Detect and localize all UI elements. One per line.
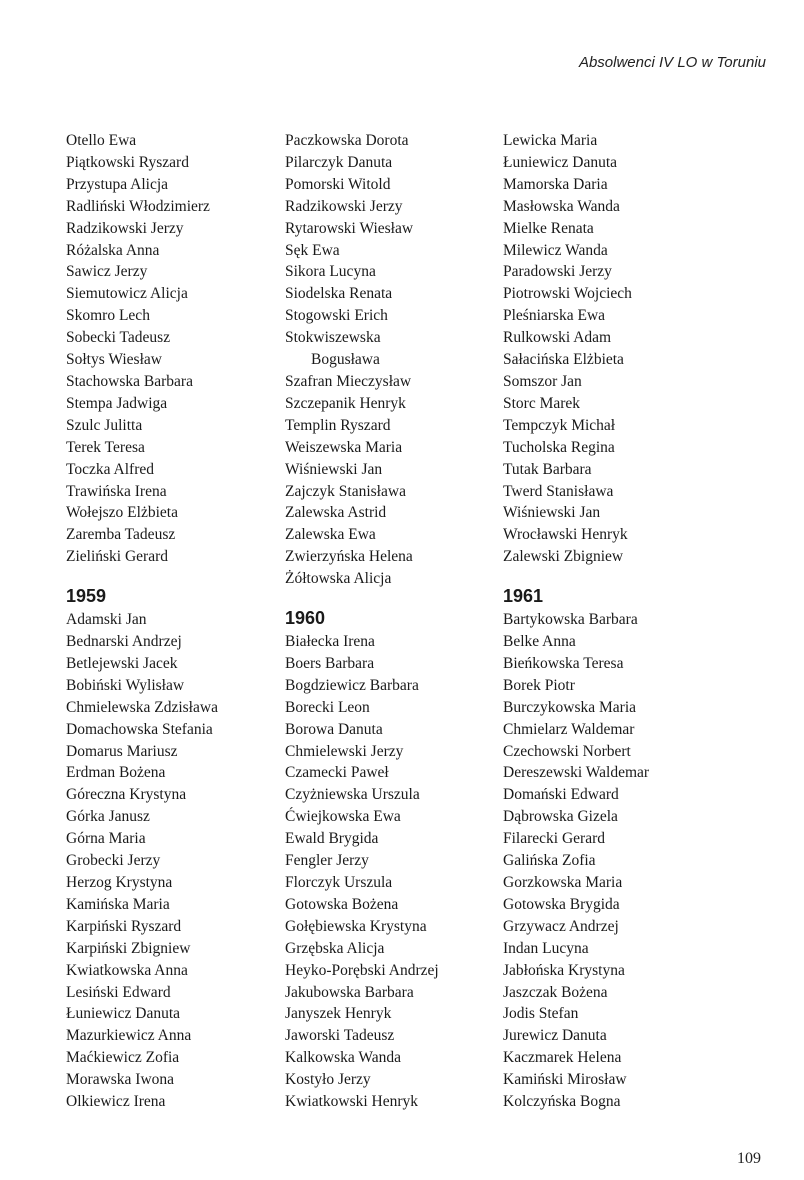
graduate-name: Sawicz Jerzy (66, 263, 148, 281)
graduate-name: Pleśniarska Ewa (503, 307, 606, 325)
graduate-name: Chmielewska Zdzisława (66, 698, 218, 716)
graduate-name: Somszor Jan (503, 372, 582, 390)
graduate-name: Górna Maria (66, 830, 146, 848)
graduate-name: Zalewska Ewa (285, 526, 376, 544)
graduate-name: Milewicz Wanda (503, 241, 608, 259)
graduate-name: Jabłońska Krystyna (503, 961, 625, 979)
graduate-name: Sęk Ewa (285, 241, 340, 259)
graduate-name: Kolczyńska Bogna (503, 1093, 621, 1111)
graduate-name: Toczka Alfred (66, 460, 154, 478)
graduate-name: Jakubowska Barbara (285, 983, 414, 1001)
graduate-name: Storc Marek (503, 394, 581, 412)
graduate-name: Lesiński Edward (66, 983, 171, 1001)
graduate-name: Sikora Lucyna (285, 263, 376, 281)
graduate-name: Piotrowski Wojciech (503, 285, 632, 303)
graduate-name: Gotowska Bożena (285, 895, 399, 913)
graduate-name: Kostyło Jerzy (285, 1071, 371, 1089)
graduate-name: Bartykowska Barbara (503, 611, 638, 629)
graduate-name: Tempczyk Michał (503, 416, 616, 434)
graduate-name: Dąbrowska Gizela (503, 808, 618, 826)
graduate-name: Trawińska Irena (66, 482, 167, 500)
graduate-name: Adamski Jan (66, 611, 147, 629)
graduate-name: Kamiński Mirosław (503, 1071, 627, 1089)
page-number: 109 (737, 1150, 761, 1167)
graduate-name: Pomorski Witold (285, 175, 391, 193)
graduate-name: Filarecki Gerard (503, 830, 605, 848)
graduate-name: Jaworski Tadeusz (285, 1027, 395, 1045)
graduate-name: Bednarski Andrzej (66, 633, 182, 651)
graduate-name: Chmielewski Jerzy (285, 742, 404, 760)
graduate-name: Radzikowski Jerzy (66, 219, 184, 237)
graduate-name: Stempa Jadwiga (66, 394, 168, 412)
graduate-name: Łuniewicz Danuta (503, 153, 618, 171)
graduate-name: Grzywacz Andrzej (503, 917, 619, 935)
running-header: Absolwenci IV LO w Toruniu (578, 54, 766, 71)
graduate-name: Jurewicz Danuta (503, 1027, 607, 1045)
graduate-name: Weiszewska Maria (285, 438, 403, 456)
graduate-name: Zwierzyńska Helena (285, 548, 413, 566)
graduate-name: Rytarowski Wiesław (285, 219, 414, 237)
graduate-name: Maćkiewicz Zofia (66, 1049, 180, 1067)
graduate-name: Mamorska Daria (503, 175, 608, 193)
graduate-name: Wiśniewski Jan (285, 460, 383, 478)
graduate-name: Bogdziewicz Barbara (285, 676, 419, 694)
graduate-name: Ewald Brygida (285, 830, 379, 848)
graduate-name: Gorzkowska Maria (503, 874, 623, 891)
graduate-name: Kwiatkowski Henryk (285, 1093, 419, 1111)
graduate-name: Stogowski Erich (285, 307, 388, 325)
graduate-name: Domachowska Stefania (66, 720, 213, 738)
graduate-name: Grobecki Jerzy (66, 852, 161, 870)
graduate-name: Ćwiejkowska Ewa (285, 808, 401, 826)
graduate-name: Masłowska Wanda (503, 197, 620, 215)
graduate-name: Kalkowska Wanda (285, 1049, 401, 1067)
graduate-name: Szafran Mieczysław (285, 372, 412, 390)
graduate-name: Betlejewski Jacek (66, 654, 178, 672)
graduate-name: Florczyk Urszula (285, 874, 393, 891)
graduate-name: Tucholska Regina (503, 438, 615, 456)
graduate-name: Heyko-Porębski Andrzej (285, 961, 439, 979)
graduate-name: Domański Edward (503, 786, 619, 804)
graduate-name: Karpiński Zbigniew (66, 939, 191, 957)
graduate-name: Burczykowska Maria (503, 698, 636, 716)
graduate-name: Domarus Mariusz (66, 742, 178, 760)
year-heading: 1959 (66, 586, 107, 607)
graduate-name: Herzog Krystyna (66, 874, 173, 891)
graduate-name: Góreczna Krystyna (66, 786, 187, 804)
graduate-name: Siemutowicz Alicja (66, 285, 188, 303)
graduate-name: Belke Anna (503, 633, 576, 651)
name-column-1 (66, 130, 296, 1113)
graduate-name: Erdman Bożena (66, 764, 166, 782)
graduate-name: Borecki Leon (285, 698, 370, 716)
graduate-name: Wrocławski Henryk (503, 526, 628, 544)
graduate-name: Skomro Lech (66, 307, 150, 325)
graduate-name: Czamecki Paweł (285, 764, 389, 782)
graduate-name: Kamińska Maria (66, 895, 170, 913)
graduate-name: Olkiewicz Irena (66, 1093, 166, 1111)
name-column-3 (503, 130, 733, 1113)
graduate-name: Stachowska Barbara (66, 372, 193, 390)
graduate-name: Borek Piotr (503, 676, 575, 694)
graduate-name: Otello Ewa (66, 132, 137, 149)
graduate-name: Dereszewski Waldemar (503, 764, 650, 782)
graduate-name: Kwiatkowska Anna (66, 961, 188, 979)
graduate-name: Bieńkowska Teresa (503, 654, 624, 672)
graduate-name: Pilarczyk Danuta (285, 153, 393, 171)
graduate-name: Gotowska Brygida (503, 895, 620, 913)
graduate-name: Łuniewicz Danuta (66, 1005, 181, 1023)
graduate-name: Różalska Anna (66, 241, 160, 259)
graduate-name: Sołtys Wiesław (66, 351, 162, 369)
graduate-name: Karpiński Ryszard (66, 917, 182, 935)
graduate-name: Twerd Stanisława (503, 482, 614, 500)
graduate-name: Jodis Stefan (503, 1005, 579, 1023)
graduate-name: Wiśniewski Jan (503, 504, 601, 522)
graduate-name: Chmielarz Waldemar (503, 720, 635, 738)
graduate-name: Bobiński Wylisław (66, 676, 185, 694)
graduate-name: Borowa Danuta (285, 720, 383, 738)
year-heading: 1961 (503, 586, 544, 607)
graduate-name: Sobecki Tadeusz (66, 329, 171, 347)
graduate-name: Radliński Włodzimierz (66, 197, 210, 215)
graduate-name: Grzębska Alicja (285, 939, 385, 957)
graduate-name: Białecka Irena (285, 633, 375, 651)
graduate-name: Galińska Zofia (503, 852, 596, 870)
graduate-name: Kaczmarek Helena (503, 1049, 622, 1067)
graduate-name: Lewicka Maria (503, 132, 598, 149)
graduate-name: Janyszek Henryk (285, 1005, 392, 1023)
graduate-name: Paczkowska Dorota (285, 132, 409, 149)
graduate-name: Zieliński Gerard (66, 548, 169, 566)
graduate-name: Gołębiewska Krystyna (285, 917, 427, 935)
graduate-name: Siodelska Renata (285, 285, 393, 303)
graduate-name: Morawska Iwona (66, 1071, 175, 1089)
graduate-name: Czechowski Norbert (503, 742, 631, 760)
graduate-name: Boers Barbara (285, 654, 375, 672)
graduate-name: Górka Janusz (66, 808, 150, 826)
graduate-name: Zajczyk Stanisława (285, 482, 406, 500)
graduate-name: Bogusława (311, 351, 380, 369)
graduate-name: Sałacińska Elżbieta (503, 351, 624, 369)
name-column-2 (285, 130, 515, 1113)
graduate-name: Jaszczak Bożena (503, 983, 608, 1001)
graduate-name: Czyżniewska Urszula (285, 786, 420, 804)
graduate-name: Fengler Jerzy (285, 852, 369, 870)
graduate-name: Terek Teresa (66, 438, 145, 456)
graduate-name: Rulkowski Adam (503, 329, 612, 347)
graduate-name: Radzikowski Jerzy (285, 197, 403, 215)
graduate-name: Paradowski Jerzy (503, 263, 612, 281)
graduate-name: Templin Ryszard (285, 416, 391, 434)
graduate-name: Zalewski Zbigniew (503, 548, 624, 566)
year-heading: 1960 (285, 608, 326, 629)
graduate-name: Wołejszo Elżbieta (66, 504, 178, 522)
graduate-name: Szczepanik Henryk (285, 394, 406, 412)
graduate-name: Mazurkiewicz Anna (66, 1027, 192, 1045)
graduate-name: Piątkowski Ryszard (66, 153, 189, 171)
graduate-name: Zaremba Tadeusz (66, 526, 176, 544)
graduate-name: Przystupa Alicja (66, 175, 169, 193)
graduate-name: Indan Lucyna (503, 939, 589, 957)
graduate-name: Zalewska Astrid (285, 504, 387, 522)
graduate-name: Tutak Barbara (503, 460, 592, 478)
graduate-name: Stokwiszewska (285, 329, 381, 347)
graduate-name: Mielke Renata (503, 219, 594, 237)
graduate-name: Szulc Julitta (66, 416, 143, 434)
graduate-name: Żółtowska Alicja (285, 570, 392, 588)
